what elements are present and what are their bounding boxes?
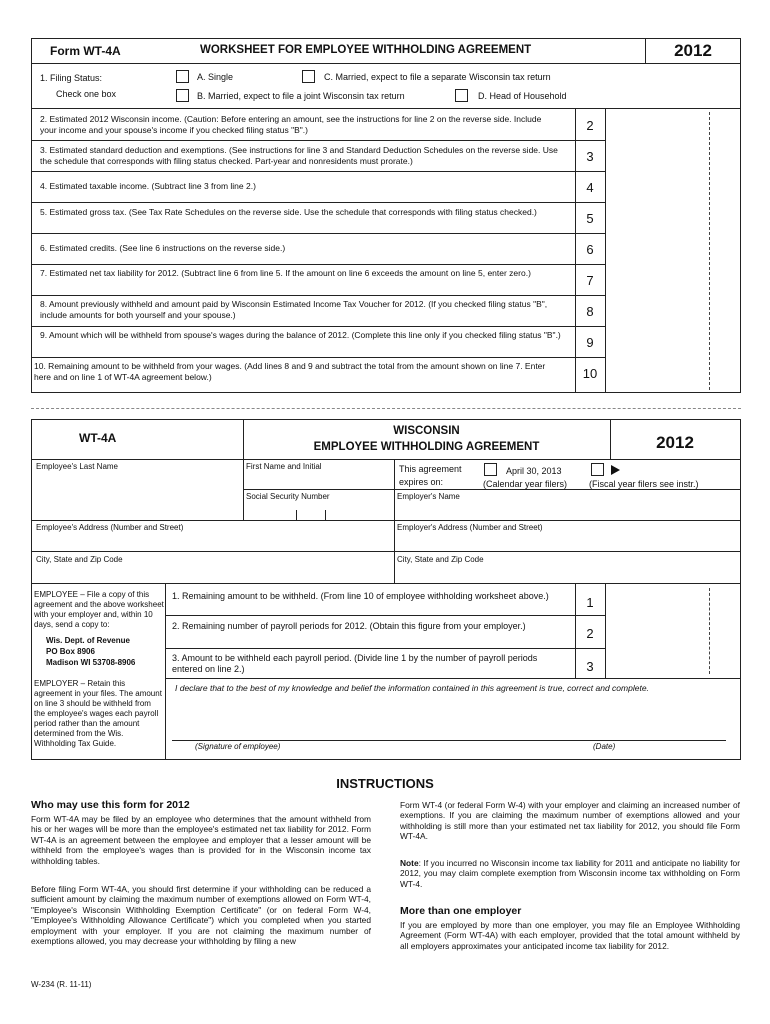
amount-field-line-6[interactable] — [606, 234, 740, 263]
worksheet-line-2: 2. Estimated 2012 Wisconsin income. (Caution: Before entering an amount, see the instructions for line 2 on the reverse side. Include your income and your spouse's income if you checked filing status "B".) — [40, 114, 542, 135]
ssn-input[interactable] — [246, 503, 392, 519]
amount-field-line-4[interactable] — [606, 172, 740, 201]
line-number-3: 3 — [586, 149, 594, 164]
amount-field-line-10[interactable] — [606, 358, 740, 392]
employee-address-label: Employee's Address (Number and Street) — [36, 523, 184, 532]
instructions-title: INSTRUCTIONS — [336, 776, 434, 791]
checkbox-calendar-year[interactable] — [484, 463, 497, 476]
option-married-separate: C. Married, expect to file a separate Wisconsin tax return — [324, 72, 551, 82]
checkbox-fiscal-year[interactable] — [591, 463, 604, 476]
employee-city-label: City, State and Zip Code — [36, 555, 123, 564]
amount-field-line-9[interactable] — [606, 327, 740, 356]
worksheet-line-10: 10. Remaining amount to be withheld from your wages. (Add lines 8 and 9 and subtract the total from the amount shown on line 7. Enter here and on line 1 of WT-4A agreement below.) — [34, 361, 546, 382]
option-head-of-household: D. Head of Household — [478, 91, 567, 101]
date-label: (Date) — [593, 742, 616, 751]
line-number-7: 7 — [586, 273, 594, 288]
worksheet-line-7: 7. Estimated net tax liability for 2012. (Subtract line 6 from line 5. If the amount on line 6 exceeds the amount on line 5, enter zero.) — [40, 268, 531, 278]
line-number-4: 4 — [586, 180, 594, 195]
agreement-title-2: EMPLOYEE WITHHOLDING AGREEMENT — [313, 441, 540, 453]
calendar-year-note: (Calendar year filers) — [483, 479, 568, 489]
amount-field-line-5[interactable] — [606, 203, 740, 232]
line-number-10: 10 — [582, 366, 598, 381]
ssn-label: Social Security Number — [246, 492, 330, 501]
worksheet-line-6: 6. Estimated credits. (See line 6 instructions on the reverse side.) — [40, 243, 286, 253]
checkbox-single[interactable] — [176, 70, 189, 83]
worksheet-title: WORKSHEET FOR EMPLOYEE WITHHOLDING AGREEMENT — [200, 44, 532, 56]
option-married-joint: B. Married, expect to file a joint Wisconsin tax return — [197, 91, 405, 101]
agreement-title-1: WISCONSIN — [393, 425, 460, 437]
instructions-paragraph-4: If you are employed by more than one employer, you may file an Employee Withholding Agreement (Form WT-4A) with each employer, provided that the total amount withheld by all employers approximates your anticipated income tax liability for 2012. — [400, 920, 740, 951]
line-number-6: 6 — [586, 242, 594, 257]
signature-label: (Signature of employee) — [195, 742, 281, 751]
filing-status-label: 1. Filing Status: — [40, 73, 103, 83]
line-number-8: 8 — [586, 304, 594, 319]
expires-label-2: expires on: — [399, 477, 444, 487]
amount-field-line-2[interactable] — [606, 109, 740, 139]
agreement-line-2: 2. Remaining number of payroll periods for 2012. (Obtain this figure from your employer.) — [172, 621, 526, 631]
last-name-label: Employee's Last Name — [36, 462, 119, 471]
form-code: W-234 (R. 11-11) — [31, 980, 92, 989]
fiscal-year-note: (Fiscal year filers see instr.) — [589, 479, 699, 489]
amount-field-line-7[interactable] — [606, 265, 740, 294]
worksheet-form-label: Form WT-4A — [50, 44, 121, 58]
agreement-line-1: 1. Remaining amount to be withheld. (From line 10 of employee withholding worksheet above.) — [172, 591, 549, 601]
note-text: : If you incurred no Wisconsin income tax liability for 2011 and anticipate no liability for 2012, you may claim complete exemption from Wisconsin income tax withholding on Form WT-4. — [400, 858, 740, 889]
worksheet-line-4: 4. Estimated taxable income. (Subtract line 3 from line 2.) — [40, 181, 256, 191]
note-label: Note — [400, 858, 419, 868]
instructions-paragraph-1: Form WT-4A may be filed by an employee who determines that the amount withheld from his or her wages will be more than the employee's estimated net tax liability for 2012. Form WT-4A is an agreement between the employee and employer that a lesser amount will be withheld from the employee's wages than is provided for in the Wisconsin income tax withholding tables. — [31, 814, 371, 866]
option-single: A. Single — [197, 72, 234, 82]
line-number-5: 5 — [586, 211, 594, 226]
amount-field-agreement-3[interactable] — [606, 649, 740, 677]
agreement-number-2: 2 — [586, 626, 594, 641]
dept-line-3: Madison WI 53708-8906 — [46, 658, 136, 667]
agreement-year: 2012 — [656, 433, 694, 452]
checkbox-married-separate[interactable] — [302, 70, 315, 83]
who-heading: Who may use this form for 2012 — [31, 799, 190, 811]
date-field[interactable] — [576, 712, 726, 740]
worksheet-line-9: 9. Amount which will be withheld from spouse's wages during the balance of 2012. (Complete this line only if you checked filing status "B".) — [40, 330, 561, 340]
check-one-label: Check one box — [56, 89, 117, 99]
first-name-label: First Name and Initial — [246, 462, 322, 471]
more-employers-heading: More than one employer — [400, 905, 522, 917]
dept-line-2: PO Box 8906 — [46, 647, 95, 656]
agreement-number-3: 3 — [586, 659, 594, 674]
employer-city-label: City, State and Zip Code — [397, 555, 484, 564]
checkbox-head-of-household[interactable] — [455, 89, 468, 102]
employee-note: EMPLOYEE – File a copy of this agreement and the above worksheet with your employer and, within 10 days, send a copy to: — [34, 590, 164, 629]
amount-field-line-3[interactable] — [606, 141, 740, 170]
agreement-form-label: WT-4A — [79, 431, 117, 445]
amount-field-agreement-2[interactable] — [606, 616, 740, 647]
agreement-line-3: 3. Amount to be withheld each payroll period. (Divide line 1 by the number of payroll periods entered on line 2.) — [172, 653, 538, 674]
signature-field[interactable] — [172, 712, 572, 740]
expires-label-1: This agreement — [399, 464, 462, 474]
instructions-note — [400, 858, 740, 889]
tear-line — [31, 408, 741, 409]
checkbox-married-joint[interactable] — [176, 89, 189, 102]
worksheet-year: 2012 — [674, 41, 712, 60]
employer-note: EMPLOYER – Retain this agreement in your files. The amount on line 3 should be withheld from the employee's wages each payroll period rather than the amount determined from the Wis. Withholding Tax Guide. — [34, 679, 162, 748]
worksheet-line-8: 8. Amount previously withheld and amount paid by Wisconsin Estimated Income Tax Voucher for 2012. (If you checked filing status "B", include amounts for both yourself and your spouse.) — [40, 299, 548, 320]
arrow-right-icon — [611, 465, 620, 475]
line-number-9: 9 — [586, 335, 594, 350]
worksheet-line-5: 5. Estimated gross tax. (See Tax Rate Schedules on the reverse side. Use the schedule that corresponds with filing status checked.) — [40, 207, 537, 217]
instructions-paragraph-2: Before filing Form WT-4A, you should first determine if your withholding can be reduced a sufficient amount by claiming the maximum number of exemptions allowed on Form WT-4, "Employee's Wisconsin Withholding Exemption Certificate" (or on federal Form W-4, "Employee's Withholding Allowance Certificate") which you completed when you started employment with your employer. If you are not claiming the maximum number of exemptions allowed, you may decrease your withholding by filing a new — [31, 884, 371, 947]
expiry-date: April 30, 2013 — [506, 466, 562, 476]
employer-name-label: Employer's Name — [397, 492, 460, 501]
instructions-paragraph-3: Form WT-4 (or federal Form W-4) with your employer and claiming an increased number of exemptions. If you are claiming the maximum number of exemptions allowed and your withholding is still more than your estimated net tax liability for 2012, you should file Form WT-4A. — [400, 800, 740, 842]
employer-address-label: Employer's Address (Number and Street) — [397, 523, 543, 532]
dept-line-1: Wis. Dept. of Revenue — [46, 636, 130, 645]
worksheet-line-3: 3. Estimated standard deduction and exemptions. (See instructions for line 3 and Standard Deduction Schedules on the reverse side. Use the schedule that corresponds with filing status checked. Part-year and nonresidents must prorate.) — [40, 145, 558, 166]
declaration-text: I declare that to the best of my knowledge and belief the information contained in this agreement is true, correct and complete. — [175, 683, 649, 693]
amount-field-line-8[interactable] — [606, 296, 740, 325]
amount-field-agreement-1[interactable] — [606, 584, 740, 614]
agreement-number-1: 1 — [586, 595, 594, 610]
line-number-2: 2 — [586, 118, 594, 133]
